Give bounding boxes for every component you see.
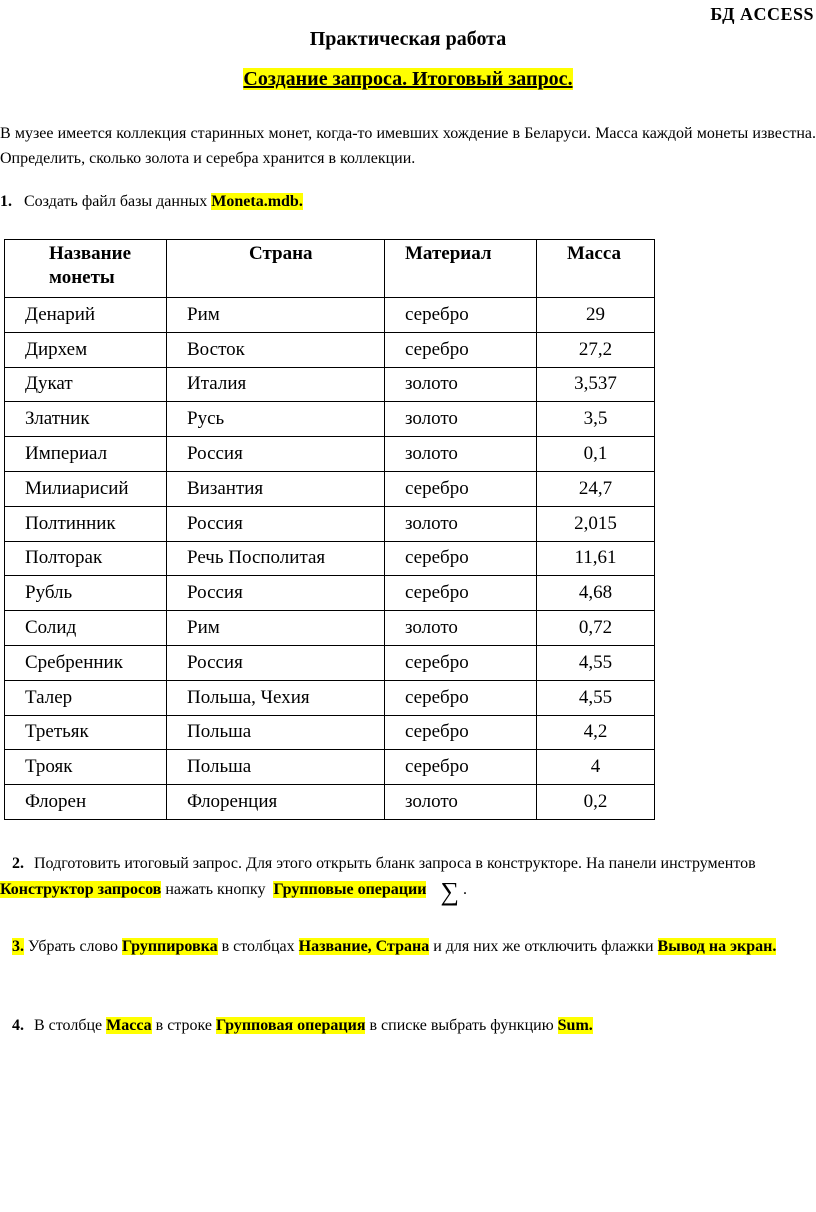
cell-coin-name: Дукат <box>5 367 167 402</box>
database-filename: Moneta.mdb. <box>211 193 303 210</box>
table-row <box>5 471 655 506</box>
cell-coin-name: Милиарисий <box>5 471 167 506</box>
table-header-row <box>5 240 655 298</box>
cell-material: серебро <box>385 645 537 680</box>
cell-material: серебро <box>385 680 537 715</box>
cell-mass: 4 <box>537 750 655 785</box>
cell-country: Византия <box>167 471 385 506</box>
mass-column-label: Масса <box>106 1017 152 1034</box>
cell-material: серебро <box>385 715 537 750</box>
step-1-text: Создать файл базы данных <box>24 193 208 210</box>
cell-mass: 3,537 <box>537 367 655 402</box>
subtitle-text: Создание запроса. Итоговый запрос. <box>243 68 573 90</box>
step-2-text-2: нажать кнопку <box>165 881 266 898</box>
cell-material: золото <box>385 611 537 646</box>
cell-country: Польша <box>167 750 385 785</box>
cell-material: серебро <box>385 298 537 333</box>
cell-country: Восток <box>167 332 385 367</box>
step-3-text: Убрать слово <box>28 938 118 955</box>
table-row <box>5 298 655 333</box>
cell-coin-name: Полтинник <box>5 506 167 541</box>
cell-country: Русь <box>167 402 385 437</box>
cell-coin-name: Златник <box>5 402 167 437</box>
column-header-material: Материал <box>385 240 537 298</box>
cell-coin-name: Дирхем <box>5 332 167 367</box>
cell-coin-name: Флорен <box>5 785 167 820</box>
cell-material: серебро <box>385 471 537 506</box>
cell-country: Польша, Чехия <box>167 680 385 715</box>
query-designer-label: Конструктор запросов <box>0 881 162 898</box>
cell-country: Рим <box>167 298 385 333</box>
document-subtitle <box>0 68 816 91</box>
sigma-icon: ∑ <box>440 877 460 906</box>
cell-coin-name: Трояк <box>5 750 167 785</box>
step-2-number: 2. <box>12 855 24 872</box>
table-row <box>5 645 655 680</box>
cell-coin-name: Рубль <box>5 576 167 611</box>
step-4-number: 4. <box>12 1017 24 1034</box>
table-row <box>5 506 655 541</box>
step-1-number: 1. <box>0 193 12 210</box>
step-3-text-3: и для них же отключить флажки <box>433 938 654 955</box>
cell-country: Польша <box>167 715 385 750</box>
document-title: Практическая работа <box>309 28 507 50</box>
cell-mass: 4,68 <box>537 576 655 611</box>
table-row <box>5 715 655 750</box>
step-2-text: Подготовить итоговый запрос. Для этого открыть бланк запроса в конструкторе. На панели инструментов <box>34 855 756 872</box>
table-row <box>5 367 655 402</box>
cell-mass: 4,55 <box>537 645 655 680</box>
group-operation-row-label: Групповая операция <box>215 1017 366 1034</box>
step-4-text-2: в строке <box>155 1017 212 1034</box>
step-1 <box>0 193 303 211</box>
column-header-mass: Масса <box>537 240 655 298</box>
show-on-screen-label: Вывод на экран. <box>657 938 777 955</box>
grouping-label: Группировка <box>121 938 218 955</box>
step-4-text: В столбце <box>34 1017 103 1034</box>
cell-country: Италия <box>167 367 385 402</box>
coins-table <box>4 239 655 820</box>
cell-mass: 11,61 <box>537 541 655 576</box>
cell-material: серебро <box>385 541 537 576</box>
cell-mass: 3,5 <box>537 402 655 437</box>
cell-mass: 0,72 <box>537 611 655 646</box>
cell-mass: 0,1 <box>537 437 655 472</box>
step-2-end: . <box>463 881 468 898</box>
cell-mass: 4,2 <box>537 715 655 750</box>
cell-material: золото <box>385 367 537 402</box>
cell-country: Россия <box>167 437 385 472</box>
step-4 <box>0 1013 816 1039</box>
table-row <box>5 611 655 646</box>
cell-country: Флоренция <box>167 785 385 820</box>
cell-mass: 27,2 <box>537 332 655 367</box>
table-row <box>5 437 655 472</box>
table-row <box>5 541 655 576</box>
step-3 <box>0 934 816 960</box>
step-3-text-2: в столбцах <box>221 938 295 955</box>
cell-country: Россия <box>167 576 385 611</box>
cell-material: золото <box>385 506 537 541</box>
table-row <box>5 402 655 437</box>
step-2 <box>0 851 816 905</box>
table-row <box>5 332 655 367</box>
cell-coin-name: Полторак <box>5 541 167 576</box>
table-row <box>5 680 655 715</box>
sum-function-label: Sum. <box>557 1017 593 1034</box>
cell-material: серебро <box>385 750 537 785</box>
cell-country: Речь Посполитая <box>167 541 385 576</box>
table-row <box>5 750 655 785</box>
cell-mass: 4,55 <box>537 680 655 715</box>
step-3-number: 3. <box>12 938 24 955</box>
cell-mass: 24,7 <box>537 471 655 506</box>
table-row <box>5 576 655 611</box>
cell-mass: 0,2 <box>537 785 655 820</box>
cell-coin-name: Денарий <box>5 298 167 333</box>
step-4-text-3: в списке выбрать функцию <box>369 1017 554 1034</box>
cell-coin-name: Империал <box>5 437 167 472</box>
cell-material: золото <box>385 402 537 437</box>
cell-coin-name: Талер <box>5 680 167 715</box>
cell-country: Россия <box>167 645 385 680</box>
column-header-name: Название монеты <box>5 240 167 298</box>
task-description: В музее имеется коллекция старинных монет, когда-то имевших хождение в Беларуси. Масса каждой монеты известна. Определить, сколько золота и серебра хранится в коллекции. <box>0 125 816 167</box>
cell-coin-name: Солид <box>5 611 167 646</box>
cell-mass: 29 <box>537 298 655 333</box>
cell-mass: 2,015 <box>537 506 655 541</box>
column-header-country: Страна <box>167 240 385 298</box>
cell-country: Россия <box>167 506 385 541</box>
cell-material: серебро <box>385 576 537 611</box>
cell-material: золото <box>385 437 537 472</box>
group-operations-label: Групповые операции <box>273 881 427 898</box>
table-row <box>5 785 655 820</box>
cell-coin-name: Сребренник <box>5 645 167 680</box>
cell-material: золото <box>385 785 537 820</box>
cell-country: Рим <box>167 611 385 646</box>
document-header-tag: БД ACCESS <box>710 4 814 24</box>
columns-label: Название, Страна <box>298 938 430 955</box>
cell-coin-name: Третьяк <box>5 715 167 750</box>
cell-material: серебро <box>385 332 537 367</box>
